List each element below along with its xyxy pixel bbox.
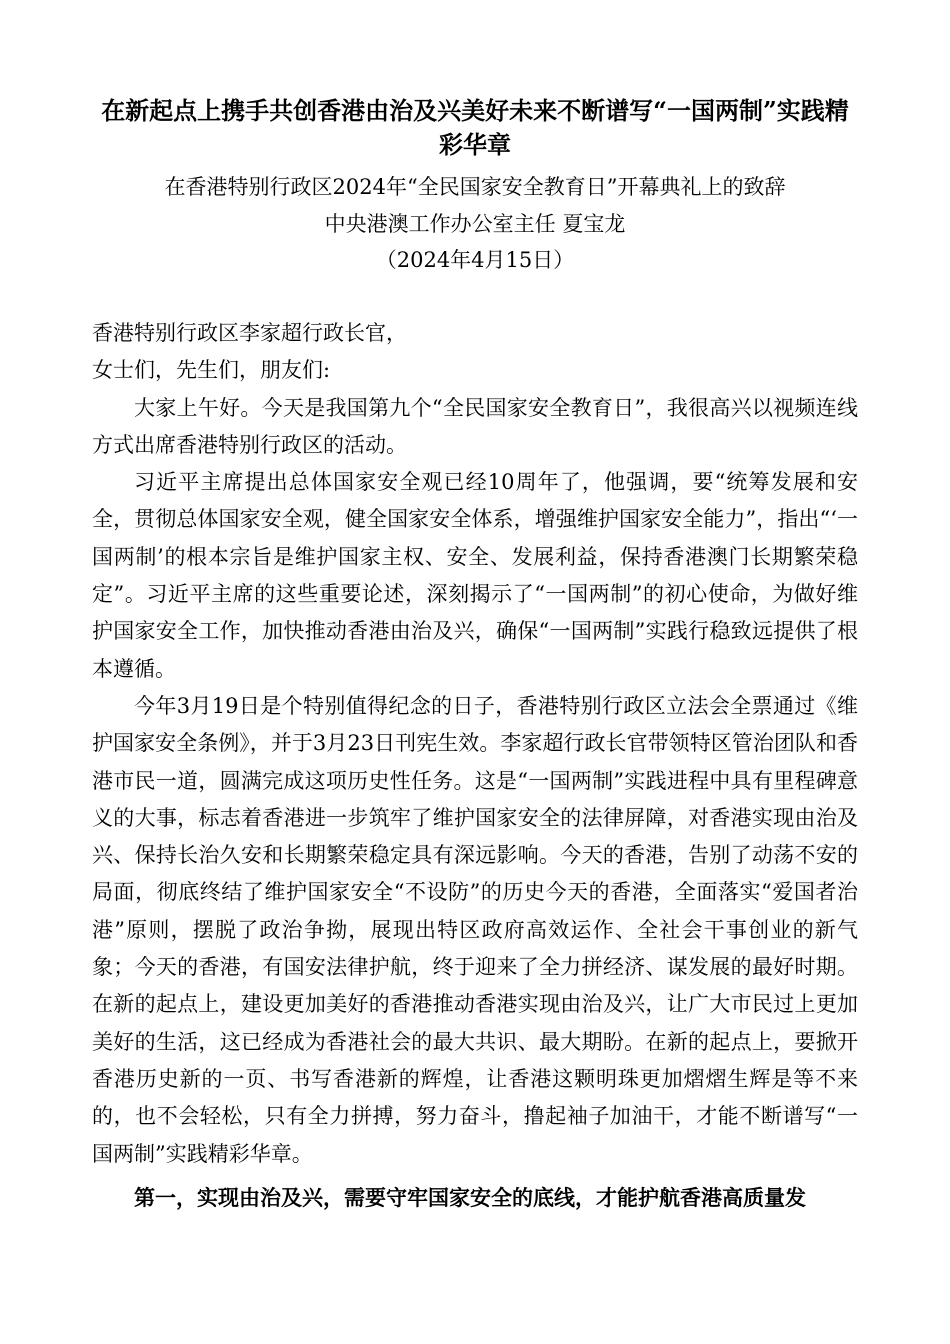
paragraph: 大家上午好。今天是我国第九个“全民国家安全教育日”，我很高兴以视频连线方式出席香港特别行政区的活动。: [92, 395, 858, 457]
salutation: 香港特别行政区李家超行政长官，: [92, 321, 407, 345]
document-title: 在新起点上携手共创香港由治及兴美好未来不断谱写“一国两制”实践精彩华章: [101, 96, 849, 159]
speaker-line: 中央港澳工作办公室主任 夏宝龙: [324, 212, 626, 236]
speech-body: [92, 315, 858, 1216]
paragraph: 习近平主席提出总体国家安全观已经10周年了，他强调，要“统筹发展和安全，贯彻总体国家安全观，健全国家安全体系，增强维护国家安全能力”，指出“‘一国两制’的根本宗旨是维护国家主权、安全、发展利益，保持香港澳门长期繁荣稳定”。习近平主席的这些重要论述，深刻揭示了“一国两制”的初心使命，为做好维护国家安全工作，加快推动香港由治及兴，确保“一国两制”实践行稳致远提供了根本遵循。: [92, 470, 858, 681]
document-subtitle: 在香港特别行政区2024年“全民国家安全教育日”开幕典礼上的致辞: [164, 175, 786, 199]
salutation: 女士们，先生们，朋友们:: [92, 358, 331, 383]
section-heading: 第一，实现由治及兴，需要守牢国家安全的底线，才能护航香港高质量发: [134, 1184, 806, 1210]
paragraph: 今年3月19日是个特别值得纪念的日子，香港特别行政区立法会全票通过《维护国家安全条例》，并于3月23日刊宪生效。李家超行政长官带领特区管治团队和香港市民一道，圆满完成这项历史性任务。这是“一国两制”实践进程中具有里程碑意义的大事，标志着香港进一步筑牢了维护国家安全的法律屏障，对香港实现由治及兴、保持长治久安和长期繁荣稳定具有深远影响。今天的香港，告别了动荡不安的局面，彻底终结了维护国家安全“不设防”的历史今天的香港，全面落实“爱国者治港”原则，摆脱了政治争拗，展现出特区政府高效运作、全社会干事创业的新气象；今天的香港，有国安法律护航，终于迎来了全力拼经济、谋发展的最好时期。在新的起点上，建设更加美好的香港推动香港实现由治及兴，让广大市民过上更加美好的生活，这已经成为香港社会的最大共识、最大期盼。在新的起点上，要掀开香港历史新的一页、书写香港新的辉煌，让香港这颗明珠更加熠熠生辉是等不来的，也不会轻松，只有全力拼搏，努力奋斗，撸起袖子加油干，才能不断谱写“一国两制”实践精彩华章。: [92, 693, 858, 1166]
speech-date: （2024年4月15日）: [375, 248, 575, 272]
